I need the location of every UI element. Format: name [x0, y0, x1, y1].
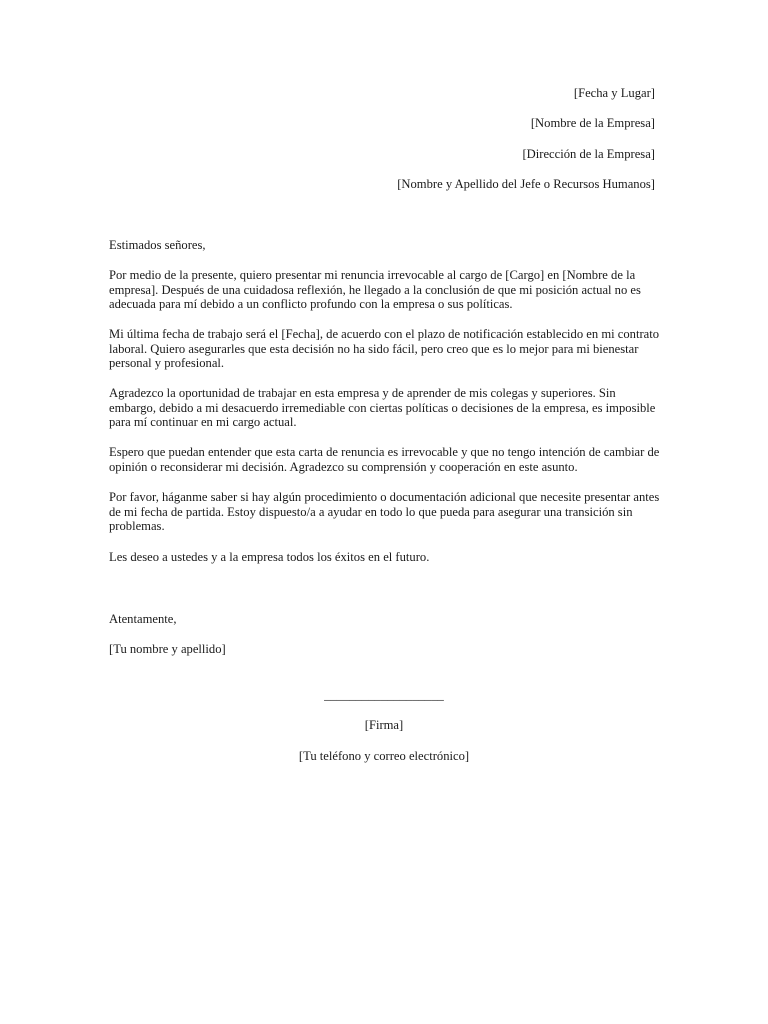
greeting: Estimados señores, [109, 238, 206, 252]
signature-label: [Firma] [364, 718, 404, 732]
paragraph-3: Agradezco la oportunidad de trabajar en esta empresa y de aprender de mis colegas y superiores. Sin embargo, debido a mi desacuerdo irremediable con ciertas políticas o decisiones de la empresa, es imposible para mí continuar en mi cargo actual. [109, 386, 656, 430]
contact-info: [Tu teléfono y correo electrónico] [298, 749, 470, 763]
sender-name: [Tu nombre y apellido] [109, 642, 226, 656]
paragraph-2: Mi última fecha de trabajo será el [Fecha], de acuerdo con el plazo de notificación establecido en mi contrato laboral. Quiero asegurarles que esta decisión no ha sido fácil, pero creo que es lo mejor para mi bienestar personal y profesional. [109, 327, 660, 371]
company-name: [Nombre de la Empresa] [530, 116, 655, 130]
signature-line: ___________________ [324, 688, 444, 702]
paragraph-5: Por favor, háganme saber si hay algún procedimiento o documentación adicional que necesite presentar antes de mi fecha de partida. Estoy dispuesto/a a ayudar en todo lo que pueda para asegurar una transición sin problemas. [109, 490, 660, 534]
company-address: [Dirección de la Empresa] [522, 147, 655, 161]
recipient-name: [Nombre y Apellido del Jefe o Recursos Humanos] [397, 177, 655, 191]
paragraph-1: Por medio de la presente, quiero presentar mi renuncia irrevocable al cargo de [Cargo] en [Nombre de la empresa]. Después de una cuidadosa reflexión, he llegado a la conclusión de que mi posición actual no es adecuada para mí debido a un conflicto profundo con la empresa o sus políticas. [109, 268, 641, 312]
closing: Atentamente, [109, 612, 177, 626]
date-place: [Fecha y Lugar] [573, 86, 655, 100]
paragraph-4: Espero que puedan entender que esta carta de renuncia es irrevocable y que no tengo intención de cambiar de opinión o reconsiderar mi decisión. Agradezco su comprensión y cooperación en este asunto. [109, 445, 660, 474]
paragraph-6: Les deseo a ustedes y a la empresa todos los éxitos en el futuro. [109, 550, 430, 564]
